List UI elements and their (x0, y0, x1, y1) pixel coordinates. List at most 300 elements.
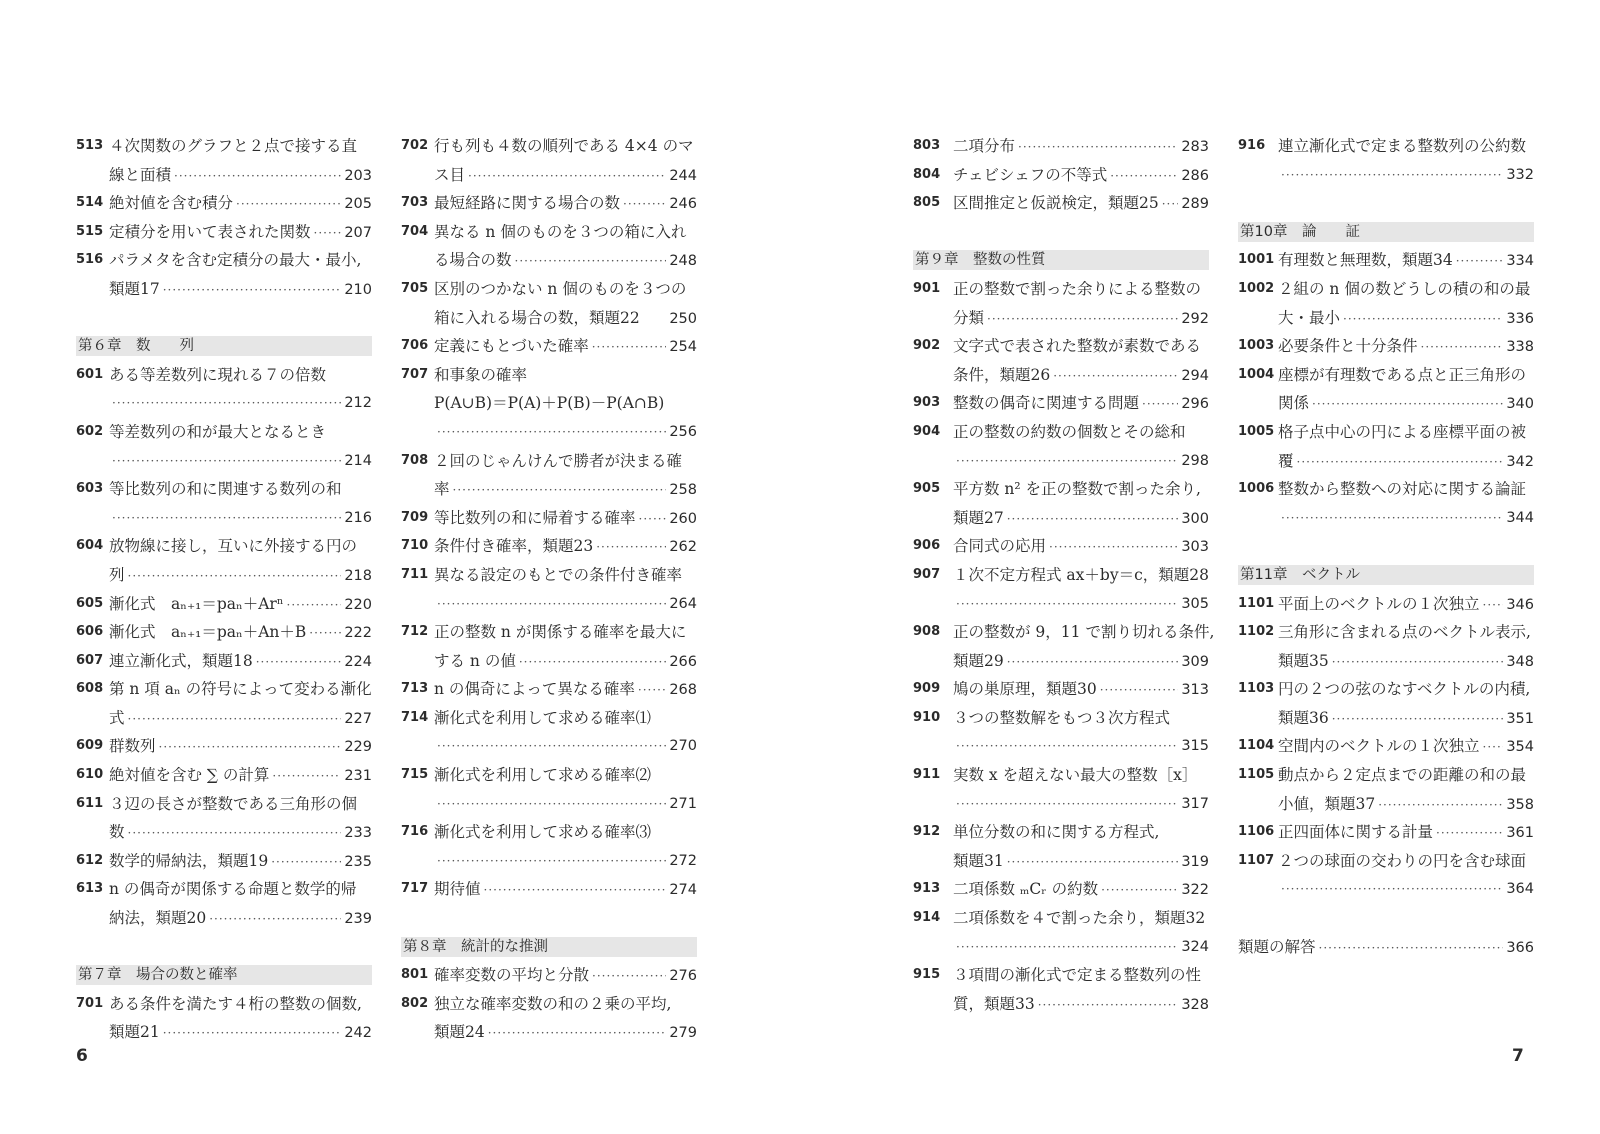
page-ref: 336 (1506, 310, 1534, 327)
leader-dots (236, 190, 341, 219)
page-ref: 289 (1181, 196, 1209, 213)
entry-title: ３項間の漸化式で定まる整数列の性 (953, 966, 1202, 985)
entry-body (76, 246, 372, 303)
page-ref: 220 (344, 596, 372, 613)
entry-title: 列 (109, 565, 125, 584)
leader-dots (956, 933, 1178, 962)
entry-title: 類題29 (953, 651, 1004, 670)
toc-entry (913, 389, 1209, 418)
page-ref: 361 (1506, 825, 1534, 842)
leader-dots (956, 732, 1178, 761)
page-ref: 294 (1181, 367, 1209, 384)
toc-line (434, 332, 697, 361)
page-ref: 324 (1181, 938, 1209, 955)
toc-entry (1238, 675, 1534, 732)
leader-dots (272, 762, 341, 791)
entry-body (913, 161, 1209, 190)
entry-title: 連立漸化式で定まる整数列の公約数 (1278, 137, 1527, 155)
entry-title: 独立な確率変数の和の２乗の平均, (434, 994, 672, 1013)
toc-entry (76, 218, 372, 247)
entry-title: 期待値 (434, 880, 481, 899)
toc-entry (401, 332, 697, 361)
entry-body (913, 532, 1209, 561)
page-ref: 276 (669, 968, 697, 985)
toc-entry (76, 361, 372, 418)
entry-number: 714 (401, 709, 429, 725)
entry-title: 類題35 (1278, 651, 1329, 670)
entry-number: 710 (401, 538, 429, 554)
entry-body (76, 532, 372, 589)
entry-title: パラメタを含む定積分の最大・最小, (109, 251, 362, 270)
toc-line (109, 418, 372, 447)
toc-line (953, 532, 1209, 561)
entry-number: 603 (76, 481, 104, 497)
entry-body (913, 332, 1209, 389)
entry-number: 717 (401, 881, 429, 897)
entry-body (76, 475, 372, 532)
leader-dots (314, 219, 342, 248)
toc-line (434, 275, 697, 304)
toc-line (1278, 504, 1534, 533)
entry-title: 類題24 (434, 1023, 485, 1042)
toc-line (109, 475, 372, 504)
entry-title: 類題27 (953, 508, 1004, 527)
toc-entry (913, 704, 1209, 761)
entry-title: 数学的帰納法，類題19 (109, 851, 269, 870)
leader-dots (1436, 819, 1503, 848)
entry-title: ３辺の長さが整数である三角形の個 (109, 794, 358, 813)
leader-dots (163, 1019, 342, 1048)
chapter-heading: 第８章 統計的な推測 (401, 937, 697, 957)
entry-title: 定積分を用いて表された関数 (109, 222, 311, 241)
leader-dots (1007, 648, 1179, 677)
entry-title: 鳩の巣原理，類題30 (953, 680, 1097, 699)
entry-number: 609 (76, 738, 104, 754)
entry-number: 803 (913, 138, 941, 153)
entry-number: 709 (401, 509, 429, 525)
page-ref: 258 (669, 482, 697, 499)
leader-dots (596, 533, 666, 562)
leader-dots (1100, 676, 1179, 705)
toc-entry (1238, 618, 1534, 675)
leader-dots (174, 162, 341, 191)
toc-entry (1238, 275, 1534, 332)
leader-dots (1007, 505, 1179, 534)
entry-number: 906 (913, 538, 941, 554)
page-ref: 244 (669, 167, 697, 184)
entry-number: 1001 (1238, 252, 1275, 268)
toc-entry (913, 961, 1209, 1018)
toc-entry (401, 990, 697, 1047)
toc-entry (401, 618, 697, 675)
spacer (76, 304, 372, 333)
entry-body (76, 732, 372, 761)
page-ref: 309 (1181, 653, 1209, 670)
entry-title: 小値，類題37 (1278, 794, 1376, 813)
leader-dots (1281, 161, 1503, 190)
entry-number: 608 (76, 681, 104, 697)
leader-dots (1038, 991, 1179, 1020)
entry-body (401, 189, 697, 218)
toc-line (109, 761, 372, 790)
toc-line (434, 590, 697, 619)
toc-line (109, 618, 372, 647)
toc-line (1278, 761, 1534, 790)
toc-entry (913, 675, 1209, 704)
page-ref: 212 (344, 395, 372, 412)
entry-body (913, 275, 1209, 332)
leader-dots (623, 190, 666, 219)
leader-dots (453, 476, 667, 505)
entry-number: 905 (913, 481, 941, 497)
toc-entry (401, 447, 697, 504)
toc-line (109, 647, 372, 676)
entry-title: ３つの整数解をもつ３次方程式 (953, 708, 1171, 727)
toc-column-3 (913, 132, 1215, 1018)
toc-entry (913, 132, 1209, 161)
toc-line (434, 1018, 697, 1047)
page-ref: 286 (1181, 167, 1209, 184)
page-ref: 313 (1181, 682, 1209, 699)
spacer (401, 904, 697, 933)
page-ref: 315 (1181, 738, 1209, 755)
leader-dots (519, 648, 666, 677)
leader-dots (112, 504, 341, 533)
toc-entry (76, 418, 372, 475)
entry-title: 行も列も４数の順列である 4×4 のマ (434, 137, 694, 155)
entry-title: 連立漸化式，類題18 (109, 651, 253, 670)
entry-body (76, 647, 372, 676)
toc-entry (76, 618, 372, 647)
entry-body (913, 904, 1209, 961)
entry-title: 実数 x を超えない最大の整数［x］ (953, 766, 1198, 785)
toc-line (434, 418, 697, 447)
toc-line (1278, 447, 1534, 476)
entry-title: n の偶奇が関係する命題と数学的帰 (109, 880, 357, 899)
page-ref: 227 (344, 710, 372, 727)
toc-line (953, 418, 1209, 447)
entry-title: ４次関数のグラフと２点で接する直 (109, 137, 358, 155)
page-ref: 203 (344, 167, 372, 184)
page-ref: 233 (344, 825, 372, 842)
toc-entry (401, 561, 697, 618)
toc-entry (913, 189, 1209, 218)
toc-entry (913, 875, 1209, 904)
page-ref: 242 (344, 1025, 372, 1042)
toc-line (953, 990, 1209, 1019)
entry-title: P(A∪B)＝P(A)＋P(B)－P(A∩B) (434, 394, 665, 413)
toc-line (1278, 132, 1534, 161)
leader-dots (1110, 162, 1178, 191)
toc-entry (401, 704, 697, 761)
entry-number: 715 (401, 767, 429, 783)
toc-line (434, 246, 697, 275)
toc-entry (76, 990, 372, 1047)
toc-line (109, 218, 372, 247)
entry-number: 705 (401, 280, 429, 296)
page-ref: 303 (1181, 539, 1209, 556)
page-ref: 298 (1181, 452, 1209, 469)
entry-body (1238, 590, 1534, 619)
leader-dots (112, 447, 341, 476)
toc-entry (401, 675, 697, 704)
entry-title: 箱に入れる場合の数，類題22 (434, 308, 640, 327)
entry-body (913, 761, 1209, 818)
entry-body (1238, 847, 1534, 904)
toc-line (434, 132, 697, 161)
entry-number: 716 (401, 824, 429, 840)
toc-line (953, 818, 1209, 847)
toc-entry (1238, 933, 1534, 962)
page-ref: 235 (344, 853, 372, 870)
entry-number: 702 (401, 138, 429, 153)
entry-number: 610 (76, 767, 104, 783)
entry-number: 1101 (1238, 595, 1275, 611)
toc-line (953, 389, 1209, 418)
entry-title: 動点から２定点までの距離の和の最 (1278, 766, 1527, 785)
entry-title: 有理数と無理数，類題34 (1278, 251, 1453, 270)
page-ref: 246 (669, 196, 697, 213)
entry-body (76, 761, 372, 790)
entry-title: 等比数列の和に関連する数列の和 (109, 480, 342, 499)
toc-line (1278, 847, 1534, 876)
entry-title: 和事象の確率 (434, 365, 528, 384)
entry-number: 1005 (1238, 423, 1275, 439)
leader-dots (515, 247, 667, 276)
toc-line (1278, 790, 1534, 819)
leader-dots (592, 962, 666, 991)
toc-line (953, 847, 1209, 876)
leader-dots (1378, 791, 1503, 820)
entry-title: 納法，類題20 (109, 909, 207, 928)
toc-line (953, 189, 1209, 218)
page-ref: 231 (344, 768, 372, 785)
toc-line (434, 304, 697, 333)
entry-body (1238, 818, 1534, 847)
toc-entry (1238, 418, 1534, 475)
leader-dots (1101, 876, 1178, 905)
toc-line (434, 361, 697, 390)
entry-body (1238, 332, 1534, 361)
toc-entry (401, 875, 697, 904)
page-ref: 338 (1506, 339, 1534, 356)
entry-title: 類題31 (953, 851, 1004, 870)
toc-line (109, 447, 372, 476)
leader-dots (128, 705, 342, 734)
toc-line (953, 961, 1209, 990)
page-number-right: 7 (1512, 1046, 1524, 1066)
entry-number: 601 (76, 366, 104, 382)
toc-entry (76, 189, 372, 218)
leader-dots (437, 418, 666, 447)
toc-entry (913, 761, 1209, 818)
entry-number: 606 (76, 624, 104, 640)
entry-body (913, 389, 1209, 418)
entry-number: 914 (913, 910, 941, 926)
toc-entry (1238, 732, 1534, 761)
leader-dots (956, 790, 1178, 819)
page-ref: 270 (669, 738, 697, 755)
entry-body (401, 990, 697, 1047)
entry-number: 701 (76, 995, 104, 1011)
entry-number: 1102 (1238, 624, 1275, 640)
toc-line (953, 504, 1209, 533)
page-ref: 216 (344, 509, 372, 526)
page-ref: 271 (669, 795, 697, 812)
toc-entry (76, 532, 372, 589)
toc-line (434, 504, 697, 533)
toc-line (953, 275, 1209, 304)
leader-dots (437, 590, 666, 619)
entry-number: 704 (401, 223, 429, 239)
entry-number: 1103 (1238, 681, 1275, 697)
page-ref: 346 (1506, 596, 1534, 613)
toc-line (1278, 590, 1534, 619)
page-ref: 340 (1506, 396, 1534, 413)
toc-line (434, 389, 697, 418)
entry-title: 二項分布 (953, 137, 1016, 155)
toc-line (434, 618, 697, 647)
entry-title: チェビシェフの不等式 (953, 165, 1108, 184)
entry-number: 909 (913, 681, 941, 697)
page-ref: 348 (1506, 653, 1534, 670)
toc-line (434, 161, 697, 190)
toc-line (953, 447, 1209, 476)
toc-line (953, 790, 1209, 819)
toc-line (109, 590, 372, 619)
toc-entry (401, 218, 697, 275)
entry-number: 713 (401, 681, 429, 697)
entry-body (401, 761, 697, 818)
toc-line (1278, 332, 1534, 361)
leader-dots (1312, 390, 1503, 419)
entry-number: 907 (913, 566, 941, 582)
toc-line (1278, 618, 1534, 647)
toc-entry (76, 675, 372, 732)
entry-body (1238, 732, 1534, 761)
entry-number: 516 (76, 252, 104, 268)
entry-title: 漸化式を利用して求める確率⑵ (434, 766, 652, 785)
entry-title: ２回のじゃんけんで勝者が決まる確 (434, 451, 683, 470)
entry-title: 合同式の応用 (953, 537, 1047, 556)
entry-title: 正の整数の約数の個数とその総和 (953, 422, 1186, 441)
entry-body (913, 704, 1209, 761)
toc-entry (1238, 475, 1534, 532)
entry-number: 604 (76, 538, 104, 554)
leader-dots (1483, 591, 1504, 620)
toc-line (953, 161, 1209, 190)
entry-body (76, 218, 372, 247)
entry-title: 定義にもとづいた確率 (434, 337, 589, 356)
toc-line (109, 904, 372, 933)
entry-title: 質，類題33 (953, 994, 1035, 1013)
entry-number: 605 (76, 595, 104, 611)
entry-body (76, 990, 372, 1047)
spacer (1238, 532, 1534, 561)
toc-entry (913, 418, 1209, 475)
toc-line (953, 761, 1209, 790)
toc-line (953, 475, 1209, 504)
page-ref: 279 (669, 1025, 697, 1042)
toc-entry (76, 132, 372, 189)
entry-number: 912 (913, 824, 941, 840)
entry-title: 正の整数 n が関係する確率を最大に (434, 623, 687, 642)
toc-line (434, 532, 697, 561)
entry-title: 正四面体に関する計量 (1278, 823, 1434, 842)
toc-entry (913, 904, 1209, 961)
toc-line (109, 732, 372, 761)
entry-body (401, 818, 697, 875)
page-ref: 250 (669, 310, 697, 327)
entry-title: 絶対値を含む ∑ の計算 (109, 766, 270, 785)
toc-entry (401, 818, 697, 875)
leader-dots (488, 1019, 667, 1048)
toc-line (1278, 875, 1534, 904)
chapter-heading: 第６章 数 列 (76, 336, 372, 356)
page-ref: 342 (1506, 453, 1534, 470)
toc-entry (1238, 361, 1534, 418)
page-ref: 207 (344, 224, 372, 241)
page-ref: 332 (1506, 166, 1534, 183)
leader-dots (1421, 333, 1504, 362)
toc-entry (913, 532, 1209, 561)
page-ref: 322 (1181, 882, 1209, 899)
toc-line (434, 447, 697, 476)
entry-body (401, 532, 697, 561)
toc-line (953, 875, 1209, 904)
toc-line (434, 732, 697, 761)
entry-number: 908 (913, 624, 941, 640)
entry-title: 異なる設定のもとでの条件付き確率 (434, 565, 683, 584)
entry-number: 802 (401, 995, 429, 1011)
toc-entry (401, 761, 697, 818)
entry-body (76, 675, 372, 732)
leader-dots (1483, 733, 1504, 762)
leader-dots (437, 847, 666, 876)
leader-dots (1142, 390, 1178, 419)
entry-body (913, 875, 1209, 904)
page-ref: 224 (344, 653, 372, 670)
toc-entry (913, 475, 1209, 532)
chapter-heading: 第９章 整数の性質 (913, 250, 1209, 270)
entry-body (1238, 418, 1534, 475)
toc-line (1278, 704, 1534, 733)
toc-line (109, 189, 372, 218)
entry-number: 514 (76, 195, 104, 211)
page-ref: 283 (1181, 139, 1209, 155)
entry-title: 二項係数 ₘCᵣ の約数 (953, 880, 1099, 899)
entry-body (913, 818, 1209, 875)
entry-body (401, 218, 697, 275)
entry-number: 1004 (1238, 366, 1275, 382)
entry-number: 611 (76, 795, 104, 811)
chapter-heading: 第７章 場合の数と確率 (76, 965, 372, 985)
entry-number: 1107 (1238, 852, 1275, 868)
entry-body (1238, 361, 1534, 418)
entry-number: 602 (76, 423, 104, 439)
toc-line (434, 218, 697, 247)
toc-line (109, 675, 372, 704)
toc-line (109, 704, 372, 733)
leader-dots (468, 162, 666, 191)
entry-title: 類題17 (109, 279, 160, 298)
entry-title: 群数列 (109, 737, 156, 756)
page-ref: 328 (1181, 996, 1209, 1013)
toc-entry (1238, 818, 1534, 847)
toc-entry (401, 504, 697, 533)
toc-line (953, 933, 1209, 962)
toc-line (953, 675, 1209, 704)
